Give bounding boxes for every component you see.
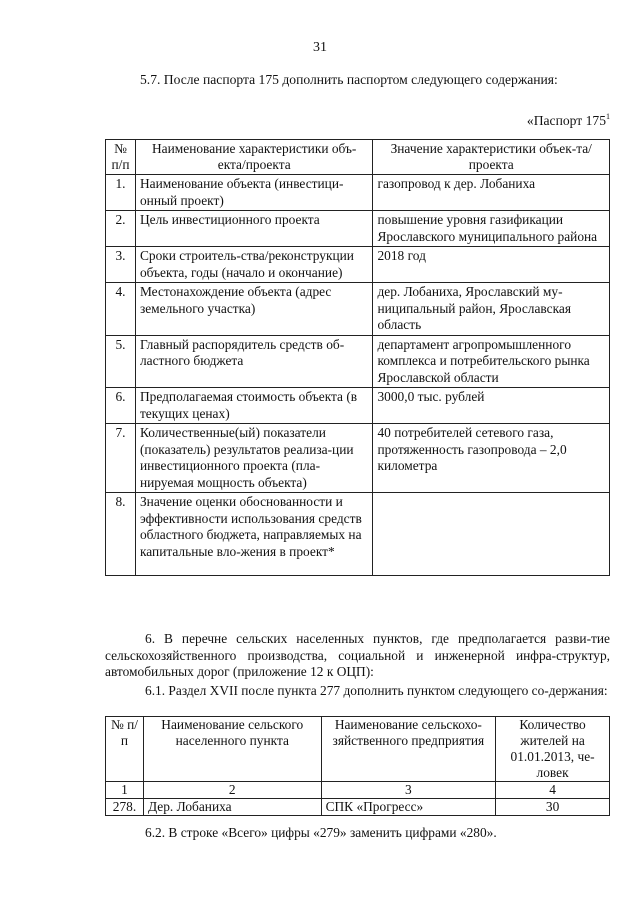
settlements-table [105, 716, 610, 816]
col-value-header: Значение характеристики объек-та/проекта [373, 140, 610, 175]
row-number: 3. [106, 247, 136, 283]
row-number: 5. [106, 335, 136, 388]
row-name: Местонахождение объекта (адрес земельного участка) [135, 283, 373, 336]
col-number-header: № п/п [106, 140, 136, 175]
row-name: Количественные(ый) показатели (показатель) результатов реализа-ции инвестиционного проекта (пла-нируемая мощность объекта) [135, 424, 373, 493]
row-number: 8. [106, 493, 136, 576]
passport-title: «Паспорт $175^1$ [526, 112, 610, 128]
column-number: 4 [496, 782, 610, 799]
table-row [106, 211, 610, 247]
table-row [106, 799, 610, 816]
paragraph-6: 6. В перечне сельских населенных пунктов, где предполагается разви-тие сельскохозяйственного производства, социальной и инженерной инфра-структур, автомобильных дорог (приложение 12 к ОЦП): [105, 631, 610, 680]
passport-superscript: 1 [606, 112, 610, 121]
table-row [106, 283, 610, 336]
row-value [373, 493, 610, 576]
table-row [106, 493, 610, 576]
table-row [106, 247, 610, 283]
row-value: повышение уровня газификации Ярославского муниципального района [373, 211, 610, 247]
col-settlement-header: Наименование сельского населенного пункта [143, 717, 321, 782]
settlements-table-header [106, 717, 610, 782]
column-number: 2 [143, 782, 321, 799]
row-number: 1. [106, 175, 136, 211]
column-number: 1 [106, 782, 144, 799]
col-number-header: № п/п [106, 717, 144, 782]
row-name: Главный распорядитель средств об-ластного бюджета [135, 335, 373, 388]
row-value: 3000,0 тыс. рублей [373, 388, 610, 424]
paragraph-6-1: 6.1. Раздел XVII после пункта 277 дополнить пунктом следующего со-держания: [145, 683, 608, 698]
passport-table [105, 139, 610, 576]
row-name: Сроки строитель-ства/реконструкции объекта, годы (начало и окончание) [135, 247, 373, 283]
row-value: дер. Лобаниха, Ярославский му-ниципальный район, Ярославская область [373, 283, 610, 336]
row-number: 278. [106, 799, 144, 816]
intro-paragraph: 5.7. После паспорта 175 дополнить паспортом следующего содержания: [140, 72, 558, 87]
column-number: 3 [321, 782, 496, 799]
row-name: Цель инвестиционного проекта [135, 211, 373, 247]
page-number: 31 [313, 40, 327, 55]
row-population: 30 [496, 799, 610, 816]
passport-table-header [106, 140, 610, 175]
col-population-header: Количество жителей на 01.01.2013, че-ловек [496, 717, 610, 782]
row-value: 2018 год [373, 247, 610, 283]
table-row [106, 424, 610, 493]
row-settlement: Дер. Лобаниха [143, 799, 321, 816]
row-value: газопровод к дер. Лобаниха [373, 175, 610, 211]
row-number: 4. [106, 283, 136, 336]
col-enterprise-header: Наименование сельскохо-зяйственного предприятия [321, 717, 496, 782]
row-number: 6. [106, 388, 136, 424]
row-value: департамент агропромышленного комплекса и потребительского рынка Ярославской области [373, 335, 610, 388]
table-row [106, 335, 610, 388]
row-value: 40 потребителей сетевого газа, протяженность газопровода – 2,0 километра [373, 424, 610, 493]
row-name: Значение оценки обоснованности и эффективности использования средств областного бюджета, направляемых на капитальные вло-жения в проект* [135, 493, 373, 576]
row-name: Наименование объекта (инвестици-онный проект) [135, 175, 373, 211]
row-number: 2. [106, 211, 136, 247]
row-number: 7. [106, 424, 136, 493]
table-row [106, 388, 610, 424]
table-row [106, 175, 610, 211]
column-numbers-row [106, 782, 610, 799]
col-name-header: Наименование характеристики объ-екта/проекта [135, 140, 373, 175]
row-name: Предполагаемая стоимость объекта (в текущих ценах) [135, 388, 373, 424]
paragraph-6-2: 6.2. В строке «Всего» цифры «279» заменить цифрами «280». [145, 825, 497, 840]
row-enterprise: СПК «Прогресс» [321, 799, 496, 816]
